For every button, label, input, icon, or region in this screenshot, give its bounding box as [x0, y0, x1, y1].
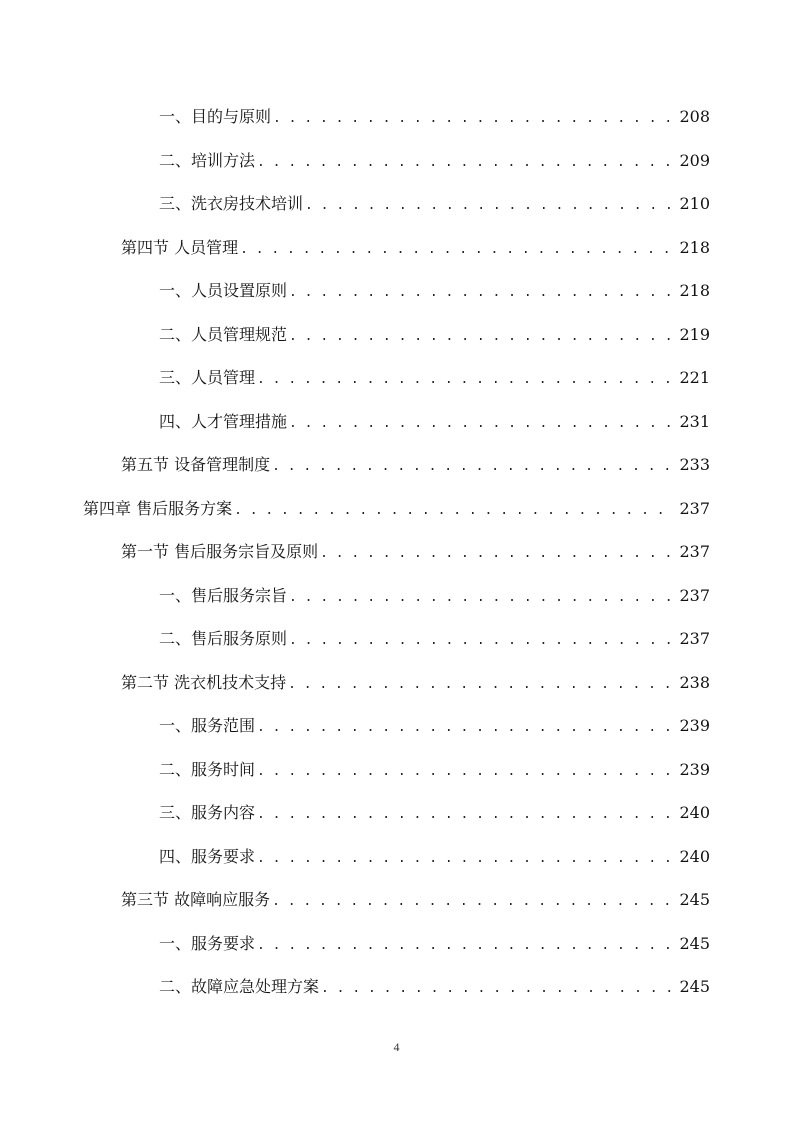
- toc-entry-title: 二、售后服务原则: [159, 629, 288, 648]
- dot-leader: [289, 585, 673, 611]
- dot-leader: [289, 324, 673, 350]
- toc-entry-page: 231: [679, 412, 710, 431]
- dot-leader: [288, 672, 673, 698]
- toc-entry-title: 第四节 人员管理: [121, 238, 239, 257]
- toc-entry: [121, 887, 710, 913]
- toc-entry: [159, 713, 710, 739]
- toc-entry: [159, 626, 710, 652]
- toc-entry-page: 237: [679, 586, 710, 605]
- toc-entry: [83, 496, 710, 522]
- toc-entry: [121, 670, 710, 696]
- toc-entry: [159, 365, 710, 391]
- toc-entry-page: 238: [679, 673, 710, 692]
- toc-entry-page: 240: [679, 803, 710, 822]
- dot-leader: [273, 106, 673, 132]
- toc-entry-title: 四、人才管理措施: [159, 412, 288, 431]
- toc-entry-title: 一、目的与原则: [159, 107, 272, 126]
- toc-entry: [159, 409, 710, 435]
- toc-entry-title: 第一节 售后服务宗旨及原则: [121, 542, 319, 561]
- toc-entry-page: 218: [679, 281, 710, 300]
- toc-entry-page: 239: [679, 716, 710, 735]
- toc-entry-title: 二、服务时间: [159, 760, 256, 779]
- toc-entry-title: 二、故障应急处理方案: [159, 977, 320, 996]
- dot-leader: [305, 193, 673, 219]
- toc-entry-page: 237: [679, 499, 710, 518]
- dot-leader: [272, 454, 673, 480]
- dot-leader: [257, 150, 673, 176]
- toc-entry: [159, 757, 710, 783]
- toc-entry-page: 237: [679, 542, 710, 561]
- toc-entry-page: 218: [679, 238, 710, 257]
- toc-entry-title: 一、服务范围: [159, 716, 256, 735]
- dot-leader: [257, 933, 673, 959]
- toc-entry: [159, 191, 710, 217]
- toc-entry-title: 第四章 售后服务方案: [83, 499, 233, 518]
- toc-entry: [159, 104, 710, 130]
- page-number: 4: [393, 1040, 400, 1054]
- toc-entry-title: 第三节 故障响应服务: [121, 890, 271, 909]
- dot-leader: [257, 802, 673, 828]
- dot-leader: [320, 541, 673, 567]
- toc-entry-page: 209: [679, 151, 710, 170]
- toc-entry-title: 一、服务要求: [159, 934, 256, 953]
- toc-entry: [159, 148, 710, 174]
- toc-entry: [121, 539, 710, 565]
- toc-entry: [159, 278, 710, 304]
- toc-entry: [159, 322, 710, 348]
- toc-entry-title: 二、人员管理规范: [159, 325, 288, 344]
- toc-entry-page: 245: [679, 977, 710, 996]
- toc-entry-page: 208: [679, 107, 710, 126]
- toc-entry-title: 三、人员管理: [159, 368, 256, 387]
- toc-entry-page: 245: [679, 934, 710, 953]
- dot-leader: [234, 498, 673, 524]
- toc-entry-page: 237: [679, 629, 710, 648]
- dot-leader: [289, 628, 673, 654]
- dot-leader: [289, 280, 673, 306]
- dot-leader: [257, 846, 673, 872]
- dot-leader: [257, 759, 673, 785]
- dot-leader: [289, 411, 673, 437]
- toc-entry: [159, 931, 710, 957]
- toc-entry-title: 三、洗衣房技术培训: [159, 194, 304, 213]
- dot-leader: [257, 715, 673, 741]
- toc-entry-title: 三、服务内容: [159, 803, 256, 822]
- toc-entry: [159, 800, 710, 826]
- toc-entry-title: 二、培训方法: [159, 151, 256, 170]
- dot-leader: [272, 889, 673, 915]
- toc-entry: [159, 844, 710, 870]
- toc-entry-page: 221: [679, 368, 710, 387]
- toc-entry-title: 四、服务要求: [159, 847, 256, 866]
- toc-entry-page: 239: [679, 760, 710, 779]
- toc-entry-page: 233: [679, 455, 710, 474]
- toc-entry: [121, 235, 710, 261]
- toc-entry-title: 第二节 洗衣机技术支持: [121, 673, 287, 692]
- dot-leader: [240, 237, 673, 263]
- toc-entry-title: 一、售后服务宗旨: [159, 586, 288, 605]
- toc-entry-page: 240: [679, 847, 710, 866]
- toc-entry: [121, 452, 710, 478]
- dot-leader: [321, 976, 673, 1002]
- toc-entry-page: 219: [679, 325, 710, 344]
- toc-entry: [159, 974, 710, 1000]
- toc-entry-page: 210: [679, 194, 710, 213]
- toc-entry-page: 245: [679, 890, 710, 909]
- dot-leader: [257, 367, 673, 393]
- toc-entry: [159, 583, 710, 609]
- toc-entry-title: 一、人员设置原则: [159, 281, 288, 300]
- toc-entry-title: 第五节 设备管理制度: [121, 455, 271, 474]
